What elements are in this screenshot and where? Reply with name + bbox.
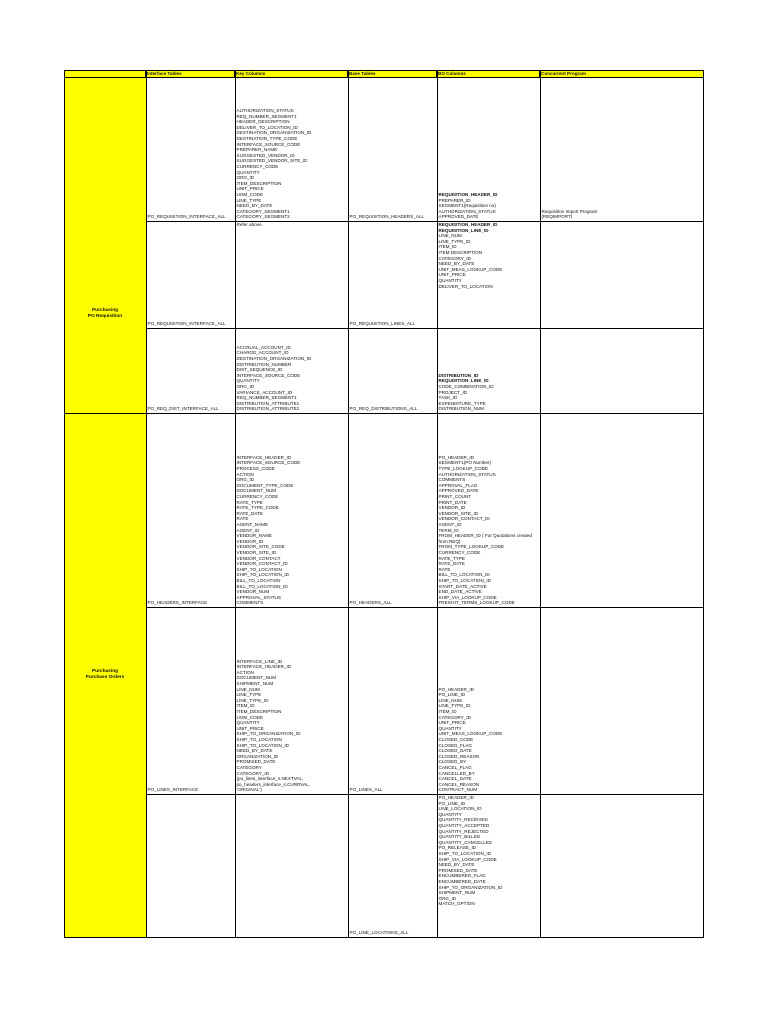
cell-line: SHIP_TO_LOCATION_ID bbox=[438, 851, 491, 856]
grid-line bbox=[146, 794, 704, 795]
cell-line: LINE_NUM bbox=[438, 697, 462, 703]
cell-line: LINE_TYPE bbox=[236, 692, 262, 698]
grid-line bbox=[348, 70, 349, 937]
cell-line: CLOSED_BY bbox=[438, 759, 467, 765]
cell-line: QUANTITY bbox=[236, 378, 260, 384]
cell-line: LINE_TYPE bbox=[236, 197, 262, 203]
cell-line: SHIP_TO_LOCATION_ID bbox=[236, 572, 289, 578]
cell-line: INTERFACE_SOURCE_CODE bbox=[236, 141, 301, 147]
cell-line: Refer above. bbox=[236, 222, 263, 227]
cell-line: PO_HEADERS_ALL bbox=[349, 600, 392, 606]
cell-line: HEADER_DESCRIPTION bbox=[236, 119, 290, 125]
cell-line: REQ_NUMBER_SEGMENT1 bbox=[236, 395, 297, 401]
cell-line: QUANTITY bbox=[236, 169, 260, 175]
cell-line: COMMENTS bbox=[236, 600, 264, 606]
cell-line: INTERFACE_SOURCE_CODE bbox=[236, 460, 301, 466]
cell-line: AUTHORIZATION_STATUS bbox=[438, 208, 496, 214]
cell-line: VENDOR_ID bbox=[438, 505, 466, 511]
cell-line: ORG_ID bbox=[236, 477, 255, 483]
cell-line: SEGMENT1(PO Number) bbox=[438, 460, 492, 466]
cell-line: LINE_TYPE_ID bbox=[438, 238, 471, 244]
cell-line: BILL_TO_LOCATION bbox=[236, 578, 281, 583]
cell-line: REQUISITION_HEADER_ID bbox=[438, 192, 498, 197]
cell-line: COMMENTS bbox=[438, 477, 466, 483]
cell-line: VENDOR_CONTACT_ID bbox=[438, 516, 490, 522]
cell-line: REQ_NUMBER_SEGMENT1 bbox=[236, 113, 297, 119]
cell-line: VARIANCE_ACCOUNT_ID bbox=[236, 389, 293, 395]
cell-line: CODE_COMBINATION_ID bbox=[438, 384, 494, 389]
cell-line: TERM_ID bbox=[438, 527, 459, 533]
cell-line: DISTRIBUTION_NUMBER bbox=[236, 361, 292, 367]
column-header: BO Columns bbox=[437, 70, 540, 77]
cell-line: QUANTITY_REJECTED bbox=[438, 828, 489, 834]
cell-line: CLOSED_REASON bbox=[438, 753, 480, 759]
cell-line: BILL_TO_LOCATION_ID bbox=[236, 583, 288, 589]
cell-line: VENDOR_CONTACT bbox=[236, 555, 281, 561]
cell-line: PO_REQUISITION_LINES_ALL bbox=[349, 321, 416, 327]
cell-line: PO_HEADERS_INTERFACE bbox=[147, 600, 208, 606]
cell-line: LINE_NUM bbox=[236, 686, 260, 692]
cell-line: NEED_BY_DATE bbox=[236, 203, 273, 209]
cell-line: SHIP_TO_LOCATION bbox=[236, 566, 282, 572]
grid-line bbox=[703, 70, 704, 937]
cell-line: DISTRIBUTION_NUM bbox=[438, 406, 484, 412]
section-label bbox=[64, 308, 146, 320]
cell-line: VENDOR_ID bbox=[236, 538, 264, 544]
cell-line: PO_LINE_ID bbox=[438, 800, 466, 806]
grid-line bbox=[146, 328, 704, 329]
cell-line: PO_REQ_DIST_INTERFACE_ALL bbox=[147, 406, 219, 412]
grid-line bbox=[146, 607, 704, 608]
cell-line: Requisition Import Program bbox=[541, 208, 598, 214]
cell-line: SEGMENT1(Requisition no) bbox=[438, 203, 496, 209]
cell-line: ACCRUAL_ACCOUNT_ID bbox=[236, 344, 291, 350]
cell-line: ORGANIZATION_ID bbox=[236, 753, 279, 759]
cell-line: RATE_DATE bbox=[438, 561, 465, 567]
cell-line: INTERFACE_HEADER_ID bbox=[236, 454, 292, 460]
cell-line: AUTHORIZATION_STATUS bbox=[438, 471, 496, 477]
cell-line: ORG_ID bbox=[438, 895, 457, 901]
cell-line: QUANTITY_ACCEPTED bbox=[438, 823, 490, 828]
cell-line: QUANTITY bbox=[438, 278, 462, 283]
column-header: Base Tables bbox=[348, 70, 437, 77]
cell-line: PREPARER_ID bbox=[438, 197, 471, 203]
cell-line: NEED_BY_DATE bbox=[438, 261, 475, 267]
cell-line: ITEM DESCRIPTION bbox=[438, 250, 483, 255]
cell-line: QUANTITY_CANCELLED bbox=[438, 839, 492, 845]
cell-line: DOCUMENT_NUM bbox=[236, 488, 277, 494]
cell-line: CANCEL_FLAG bbox=[438, 765, 472, 770]
cell-line: SHIPMENT_NUM bbox=[236, 681, 274, 686]
cell-line: QUANTITY bbox=[438, 811, 462, 817]
cell-line: PO_HEADER_ID bbox=[438, 454, 474, 460]
grid-line bbox=[64, 413, 704, 414]
cell-line: RATE bbox=[236, 516, 249, 522]
cell-line: CANCEL_REASON bbox=[438, 781, 480, 787]
grid-line bbox=[146, 221, 704, 222]
cell-line: SHIP_TO_ORGANIZATION_ID bbox=[236, 731, 301, 737]
cell-line: DISTRIBUTION_ATTRIBUTE2 bbox=[236, 406, 300, 412]
cell-line: VENDOR_SITE_CODE bbox=[236, 544, 285, 550]
cell-line: PRINT_DATE bbox=[438, 499, 467, 505]
cell-line: PROMISED_DATE bbox=[438, 867, 478, 873]
cell-line: PO_REQUISITION_INTERFACE_ALL bbox=[147, 321, 226, 327]
cell-line: PO_HEADER_ID bbox=[438, 795, 474, 800]
cell-line: PROMISED_DATE bbox=[236, 759, 276, 765]
cell-line: BILL_TO_LOCATION_ID bbox=[438, 572, 490, 578]
cell-line: VENDOR_CONTACT_ID bbox=[236, 561, 288, 567]
cell-line: VENDOR_NUM bbox=[236, 589, 270, 595]
cell-line: FROM_HEADER_ID ( For Quotations created bbox=[438, 533, 532, 539]
cell-line: LINE_TYPE_ID bbox=[236, 697, 269, 703]
cell-line: DESTINATION_ORGANIZATION_ID bbox=[236, 356, 312, 361]
cell-line: 'ORIGINAL') bbox=[236, 787, 262, 793]
cell-line: FREIGHT_TERMS_LOOKUP_CODE bbox=[438, 600, 515, 606]
cell-line: VENDOR_SITE_ID bbox=[438, 510, 479, 516]
cell-line: VENDOR_SITE_ID bbox=[236, 550, 277, 555]
cell-line: UNIT_MEAS_LOOKUP_CODE bbox=[438, 731, 503, 737]
cell-line: CURRENCY_CODE bbox=[236, 494, 279, 499]
cell-line: PO_REQ_DISTRIBUTIONS_ALL bbox=[349, 406, 418, 412]
cell-line: FROM_TYPE_LOOKUP_CODE bbox=[438, 544, 505, 550]
cell-line: (REQIMPORT) bbox=[541, 214, 573, 220]
grid-line bbox=[146, 70, 147, 937]
cell-line: ACTION bbox=[236, 669, 254, 675]
cell-line: CATEGORY_SEGMENT1 bbox=[236, 208, 290, 214]
cell-line: UNIT_PRICE bbox=[438, 720, 466, 726]
cell-line: UNIT_PRICE bbox=[236, 725, 264, 731]
cell-line: QUANTITY bbox=[438, 725, 462, 731]
cell-line: ITEM_ID bbox=[236, 703, 255, 709]
cell-line: REQUISITION_HEADER_ID bbox=[438, 222, 498, 227]
cell-line: RATE_DATE bbox=[236, 510, 263, 516]
section-label bbox=[64, 669, 146, 681]
cell-line: AGENT_ID bbox=[438, 522, 462, 527]
cell-line: AGENT_ID bbox=[236, 527, 260, 533]
section-label-line: Purchase Orders bbox=[85, 675, 125, 680]
grid-line bbox=[64, 70, 704, 71]
cell-line: SUGGESTED_VENDOR_SITE_ID bbox=[236, 158, 308, 164]
cell-line: LINE_TYPE_ID bbox=[438, 703, 471, 709]
cell-line: QUANTITY bbox=[236, 720, 260, 726]
cell-line: SHIP_VIA_LOOKUP_CODE bbox=[438, 856, 497, 862]
cell-line: PRINT_COUNT bbox=[438, 494, 472, 499]
cell-line: ITEM_DESCRIPTION bbox=[236, 180, 282, 186]
cell-line: DELIVER_TO_LOCATION bbox=[438, 283, 493, 289]
cell-line: ACTION bbox=[236, 471, 254, 477]
cell-line: SHIPMENT_NUM bbox=[438, 890, 476, 896]
cell-line: DOCUMENT_NUM bbox=[236, 675, 277, 681]
cell-line: CATEGORY_ID bbox=[438, 714, 472, 720]
cell-line: PREPARER_NAME bbox=[236, 147, 278, 153]
cell-line: TYPE_LOOKUP_CODE bbox=[438, 466, 489, 471]
cell-line: DELIVER_TO_LOCATION_ID bbox=[236, 124, 298, 130]
cell-line: INTERFACE_SOURCE_CODE bbox=[236, 372, 301, 378]
spreadsheet bbox=[64, 70, 704, 937]
cell-line: INTERFACE_LINE_ID bbox=[236, 658, 283, 664]
cell-line: VENDOR_NAME bbox=[236, 533, 272, 539]
cell-line: CLOSED_DATE bbox=[438, 748, 472, 754]
cell-line: SHIP_TO_LOCATION_ID bbox=[438, 578, 491, 583]
cell-line: PO_LINE_ID bbox=[438, 692, 466, 698]
cell-line: QUANTITY_BILLED bbox=[438, 834, 481, 840]
cell-line: EXPENDITURE_TYPE bbox=[438, 400, 486, 406]
cell-line: ITEM_ID bbox=[438, 709, 457, 714]
cell-line: DIST_SEQUENCE_ID bbox=[236, 367, 283, 373]
cell-line: ENCUMBERED_FLAG bbox=[438, 873, 486, 879]
cell-line: MATCH_OPTION bbox=[438, 901, 475, 907]
cell-line: PROJECT_ID bbox=[438, 389, 468, 395]
cell-line: PO_LINE_LOCATIONS_ALL bbox=[349, 930, 409, 936]
cell-line: PO_LINES_INTERFACE bbox=[147, 787, 199, 793]
section-label-line: Purchasing bbox=[91, 308, 119, 313]
column-header: Interface Tables bbox=[146, 70, 235, 77]
cell-line: UNIT_PRICE bbox=[236, 186, 264, 192]
cell-line: APPROVAL_STATUS bbox=[236, 594, 281, 600]
column-header bbox=[64, 70, 146, 77]
cell-line: NEED_BY_DATE bbox=[438, 862, 475, 868]
cell-line: CONTRACT_NUM bbox=[438, 787, 478, 793]
cell-line: (po_lines_interface_s.NEXTVAL, bbox=[236, 776, 304, 782]
cell-line: AUTHORIZATION_STATUS bbox=[236, 108, 294, 113]
section-label-line: PO Requisition bbox=[87, 314, 123, 319]
cell-line: po_headers_interface_s.CURRVAL, bbox=[236, 781, 310, 787]
cell-line: SHIP_TO_LOCATION_ID bbox=[236, 742, 289, 748]
column-header: Key Columns bbox=[235, 70, 348, 77]
cell-line: CATEGORY_ID bbox=[438, 255, 472, 261]
cell-line: RATE_TYPE bbox=[236, 499, 263, 505]
cell-line: QUANTITY_RECEIVED bbox=[438, 817, 488, 823]
column-header: Concurrent Program bbox=[540, 70, 704, 77]
section-label-line: Purchasing bbox=[91, 669, 119, 674]
cell-line: PO_LINES_ALL bbox=[349, 787, 383, 793]
cell-line: RATE_TYPE bbox=[438, 555, 465, 561]
grid-line bbox=[64, 70, 65, 937]
cell-line: APPROVAL_FLAG bbox=[438, 482, 478, 488]
cell-line: SHIP_TO_ORGANIZATION_ID bbox=[438, 884, 503, 890]
cell-line: DOCUMENT_TYPE_CODE bbox=[236, 482, 294, 488]
cell-line: DISTRIBUTION_ATTRIBUTE1 bbox=[236, 400, 300, 406]
cell-line: CATEGORY bbox=[236, 765, 262, 770]
cell-line: UOM_CODE bbox=[236, 714, 264, 720]
cell-line: UNIT_PRICE bbox=[438, 272, 466, 278]
cell-line: PROCESS_CODE bbox=[236, 466, 275, 471]
cell-line: APPROVED_DATE bbox=[438, 488, 479, 494]
cell-line: CLOSED_CODE bbox=[438, 737, 474, 742]
cell-line: PO_RELEASE_ID bbox=[438, 845, 477, 851]
cell-line: LINE_LOCATION_ID bbox=[438, 806, 482, 812]
cell-line: REQUISITION_LINE_ID bbox=[438, 227, 489, 233]
cell-line: INTERFACE_HEADER_ID bbox=[236, 664, 292, 670]
grid-line bbox=[64, 77, 704, 78]
cell-line: UNIT_MEAS_LOOKUP_CODE bbox=[438, 266, 503, 272]
cell-line: TASK_ID bbox=[438, 395, 458, 401]
cell-line: ORG_ID bbox=[236, 175, 255, 181]
cell-line: ORG_ID bbox=[236, 384, 255, 389]
cell-line: CANCELLED_BY bbox=[438, 770, 475, 776]
cell-line: CURRENCY_CODE bbox=[236, 164, 279, 169]
cell-line: AGENT_NAME bbox=[236, 522, 269, 527]
cell-line: from REQ) bbox=[438, 538, 461, 544]
cell-line: UOM_CODE bbox=[236, 192, 264, 197]
cell-line: REQUISITION_LINE_ID bbox=[438, 378, 489, 384]
cell-line: DESTINATION_ORGANIZATION_ID bbox=[236, 130, 312, 136]
cell-line: RATE_TYPE_CODE bbox=[236, 505, 279, 511]
cell-line: SHIP_TO_LOCATION bbox=[236, 737, 282, 742]
cell-line: ITEM_DESCRIPTION bbox=[236, 709, 282, 714]
area-column bbox=[64, 77, 146, 937]
cell-line: RATE bbox=[438, 566, 451, 572]
cell-line: PO_REQUISITION_INTERFACE_ALL bbox=[147, 214, 226, 220]
cell-line: PO_REQUISITION_HEADERS_ALL bbox=[349, 214, 425, 220]
cell-line: END_DATE_ACTIVE bbox=[438, 589, 482, 595]
cell-line: DESTINATION_TYPE_CODE bbox=[236, 136, 298, 141]
cell-line: CURRENCY_CODE bbox=[438, 550, 481, 555]
cell-line: PO_HEADER_ID bbox=[438, 686, 474, 692]
cell-line: CATEGORY_ID bbox=[236, 770, 270, 776]
cell-line: CATEGORY_SEGMENT2 bbox=[236, 214, 290, 220]
cell-line: ENCUMBERED_DATE bbox=[438, 879, 486, 884]
cell-line: SUGGESTED_VENDOR_ID bbox=[236, 152, 295, 158]
cell-line: NEED_BY_DATE bbox=[236, 748, 273, 754]
cell-line: DISTRIBUTION_ID bbox=[438, 372, 479, 378]
cell-line: ITEM_ID bbox=[438, 244, 457, 250]
grid-line bbox=[64, 937, 704, 938]
cell-line: APPROVED_DATE bbox=[438, 214, 479, 220]
cell-line: LINE_NUM bbox=[438, 233, 462, 239]
cell-line: SHIP_VIA_LOOKUP_CODE bbox=[438, 594, 497, 600]
grid-line bbox=[540, 70, 541, 937]
cell-line: CANCEL_DATE bbox=[438, 776, 472, 782]
cell-line: CHARGE_ACCOUNT_ID bbox=[236, 350, 289, 356]
cell-line: START_DATE_ACTIVE bbox=[438, 583, 487, 589]
cell-line: CLOSED_FLAG bbox=[438, 742, 472, 748]
